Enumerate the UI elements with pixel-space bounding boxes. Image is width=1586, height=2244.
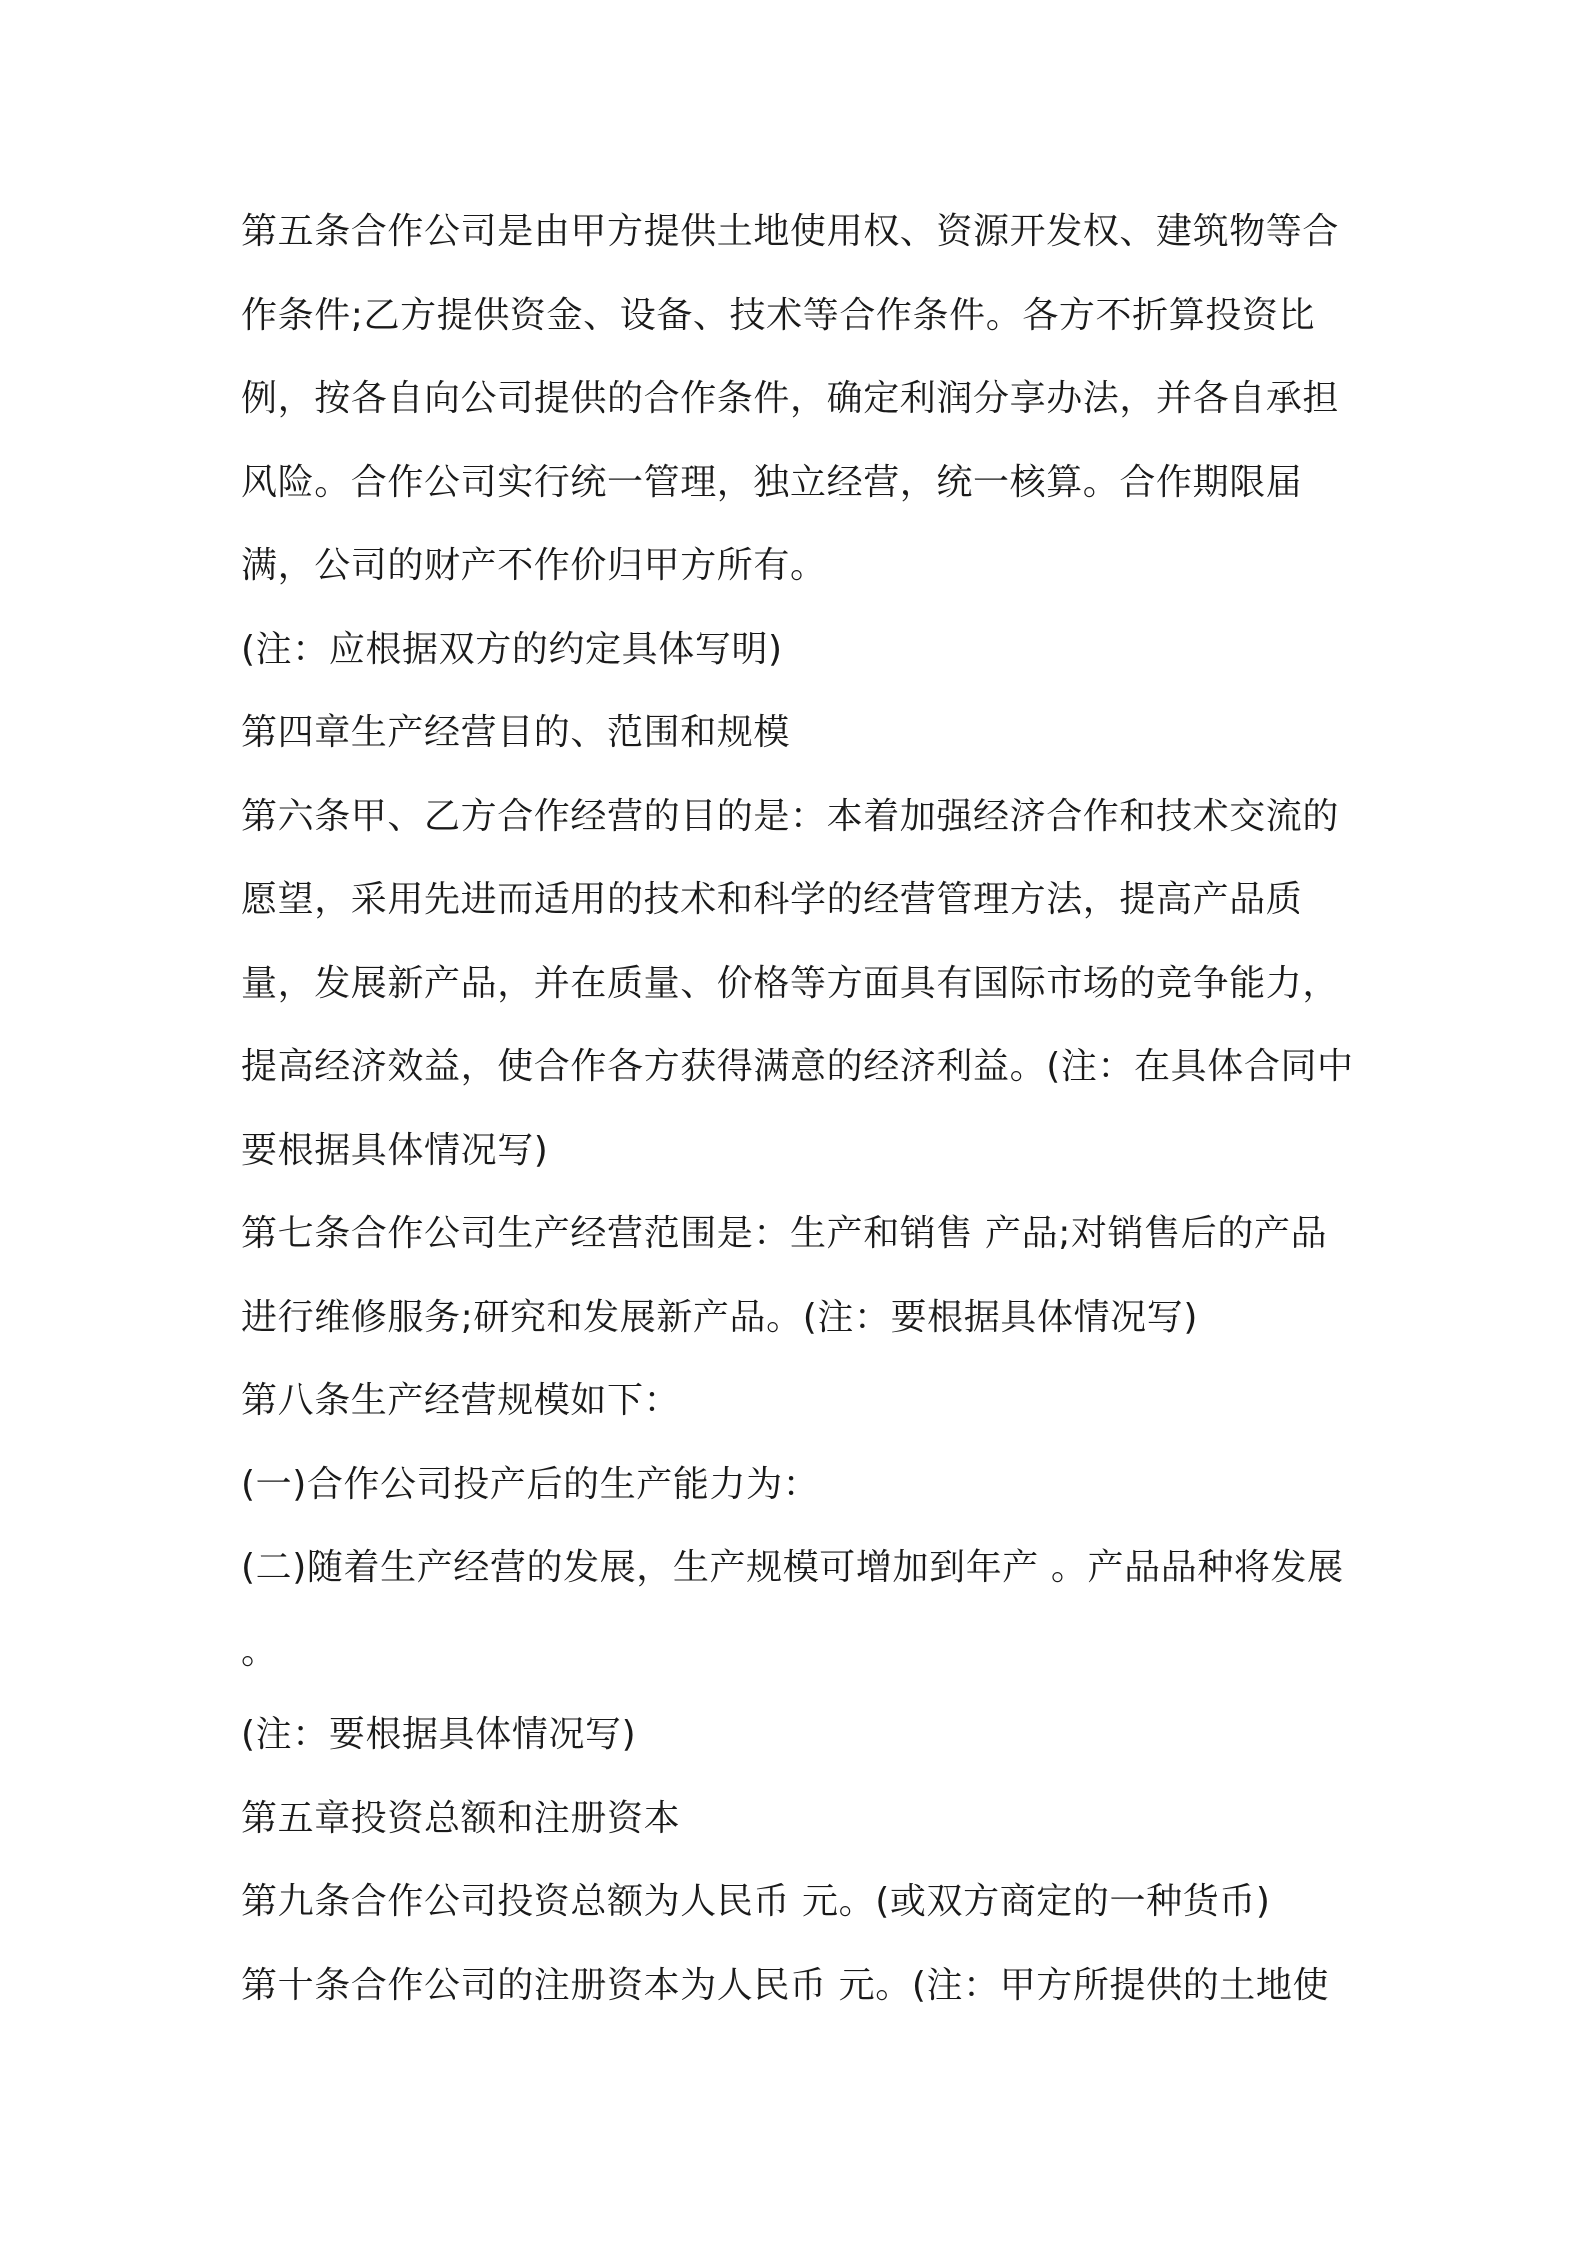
article-9-paragraph: 第九条合作公司投资总额为人民币 元。(或双方商定的一种货币) [241,1881,1271,1922]
article-8-item-2: (二)随着生产经营的发展，生产规模可增加到年产 。产品品种将发展 。 [241,1547,1344,1672]
article-7-paragraph: 第七条合作公司生产经营范围是：生产和销售 产品;对销售后的产品进行维修服务;研究和发展新产品。(注：要根据具体情况写) [241,1213,1328,1338]
article-10-paragraph: 第十条合作公司的注册资本为人民币 元。(注：甲方所提供的土地使 [241,1964,1330,2006]
document-body [241,190,1361,2027]
chapter-4-heading: 第四章生产经营目的、范围和规模 [241,712,791,753]
article-5-paragraph: 第五条合作公司是由甲方提供土地使用权、资源开发权、建筑物等合作条件;乙方提供资金、设备、技术等合作条件。各方不折算投资比例，按各自向公司提供的合作条件，确定利润分享办法，并各自承担风险。合作公司实行统一管理，独立经营，统一核算。合作期限届满，公司的财产不作价归甲方所有。 [241,211,1340,586]
note-paragraph: (注：应根据双方的约定具体写明) [241,628,783,670]
article-8-paragraph: 第八条生产经营规模如下： [241,1380,681,1421]
article-8-item-1: (一)合作公司投产后的生产能力为： [241,1463,820,1505]
chapter-5-heading: 第五章投资总额和注册资本 [241,1797,681,1839]
article-6-paragraph: 第六条甲、乙方合作经营的目的是：本着加强经济合作和技术交流的愿望，采用先进而适用的技术和科学的经营管理方法，提高产品质量，发展新产品，并在质量、价格等方面具有国际市场的竞争能力，提高经济效益，使合作各方获得满意的经济利益。(注：在具体合同中要根据具体情况写) [241,795,1354,1171]
note-paragraph: (注：要根据具体情况写) [241,1714,637,1755]
